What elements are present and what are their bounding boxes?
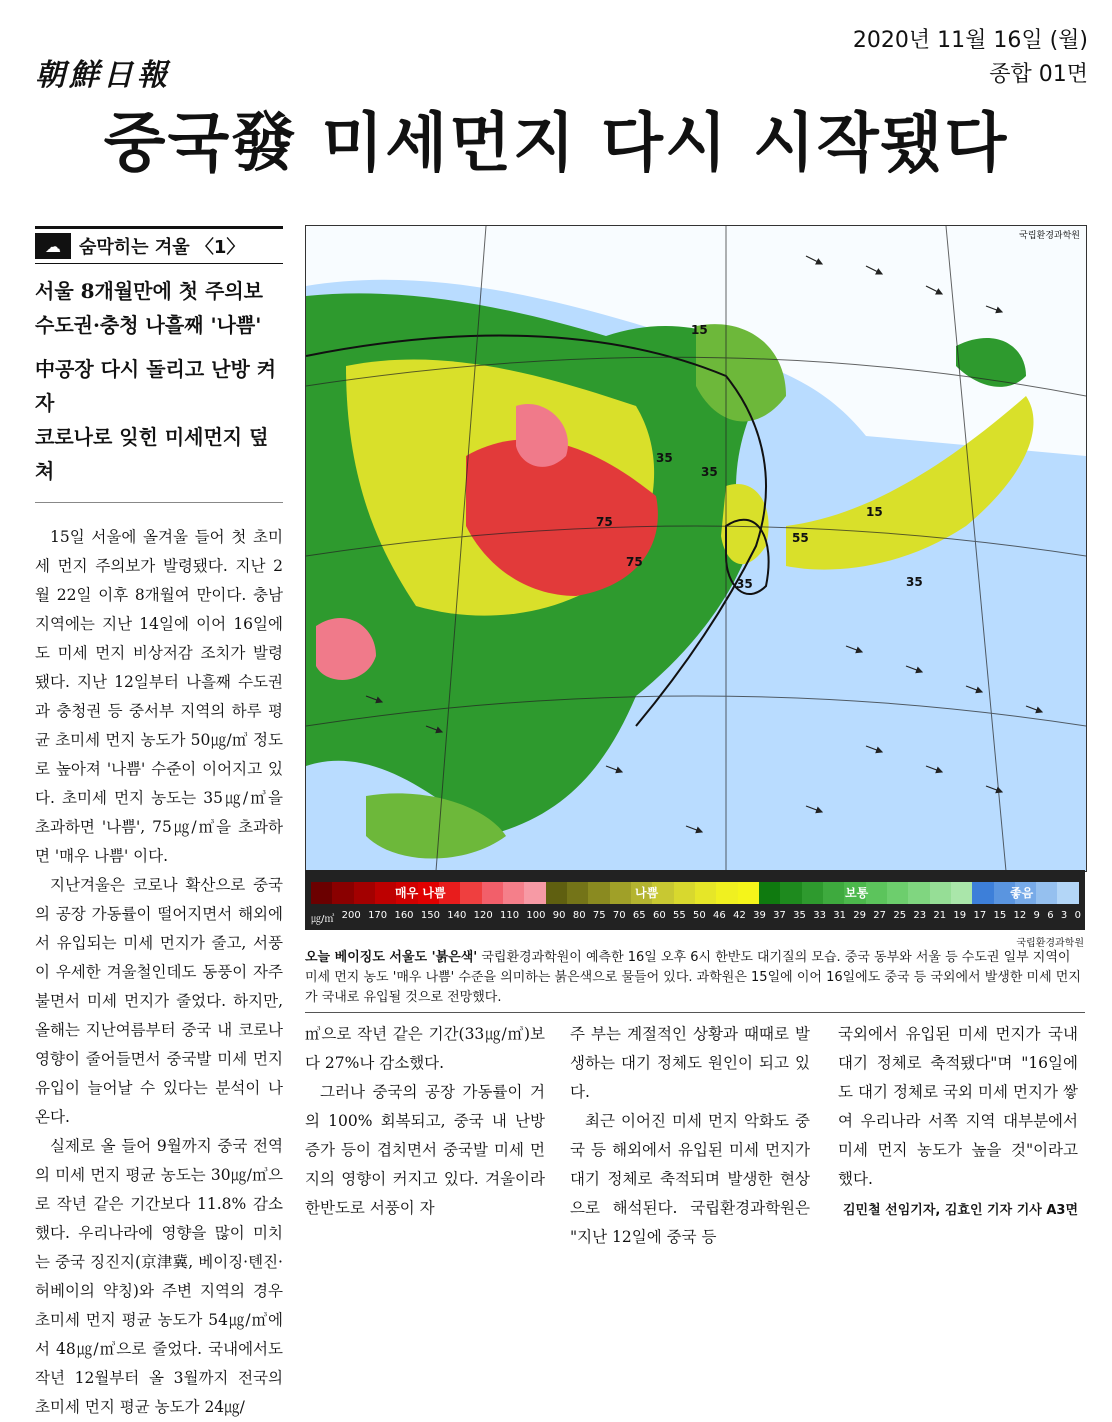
series-label: 숨막히는 겨울 〈1〉 [79,237,245,258]
legend-swatch [823,882,844,904]
legend-swatch [588,882,609,904]
series-banner [35,226,283,264]
subhead-1 [35,274,283,342]
headline: 중국發 미세먼지 다시 시작됐다 [103,107,1009,181]
legend-tick: 39 [753,910,766,921]
legend-tick: 65 [632,910,646,921]
legend-swatch [546,882,567,904]
legend-tick: 50 [693,910,706,921]
subhead-line: 中공장 다시 돌리고 난방 켜자 [35,357,277,415]
figure-caption [305,948,1085,1013]
map-graphic [306,226,1086,871]
legend-tick: 140 [447,910,467,921]
legend-tick: 3 [1060,910,1068,921]
legend-tick: 21 [933,910,947,921]
legend-swatch [375,882,396,904]
legend-swatch [503,882,524,904]
contour-label: 75 [626,555,643,569]
legend-tick: 31 [833,910,846,921]
left-column [35,226,283,1422]
legend-tick: 150 [420,910,440,921]
legend-swatch [354,882,375,904]
issue-date: 2020년 11월 16일 (월) [852,28,1088,53]
legend-tick: 120 [473,910,493,921]
paragraph: 지난겨울은 코로나 확산으로 중국의 공장 가동률이 떨어지면서 해외에서 유입되는 미세 먼지가 줄고, 서풍이 우세한 겨울철인데도 동풍이 자주 불면서 미세 먼지가 줄었다. 하지만, 올해는 지난여름부터 중국 내 코로나 영향이 줄어들면서 중국발 미세 먼지 유입이 늘어날 수 있다는 분석이 나온다. [35,876,283,1126]
legend-swatch [716,882,737,904]
legend-tick: 100 [526,910,546,921]
legend-swatch [674,882,695,904]
byline: 김민철 선임기자, 김효인 기자 기사 A3면 [842,1203,1078,1218]
legend-swatch [951,882,972,904]
paragraph: 15일 서울에 올겨울 들어 첫 초미세 먼지 주의보가 발령됐다. 지난 2월 22일 이후 8개월여 만이다. 충남 지역에는 지난 14일에 이어 16일에도 미세 먼지 비상저감 조치가 발령됐다. 지난 12일부터 나흘째 수도권과 충청권 등 중서부 지역의 하루 평균 초미세 먼지 농도가 50㎍/㎥ 정도로 높아져 '나쁨' 수준이 이어지고 있다. 초미세 먼지 농도는 35㎍/㎥을 초과하면 '나쁨', 75㎍/㎥을 초과하면 '매우 나쁨' 이다. [35,528,283,865]
legend-swatch [1057,882,1078,904]
contour-label: 15 [866,505,883,519]
legend-swatch [780,882,801,904]
legend-swatch [695,882,716,904]
paragraph: 국외에서 유입된 미세 먼지가 국내 대기 정체로 축적됐다"며 "16일에도 대기 정체로 국외 미세 먼지가 쌓여 우리나라 서쪽 지역 대부분에서 미세 먼지 농도가 높을 것"이라고 했다. [838,1025,1078,1188]
mask-icon: ☁ [35,233,71,259]
legend-good: 좋음 [1010,886,1034,900]
contour-label: 35 [656,451,673,465]
legend-swatch [738,882,759,904]
legend-tick: 35 [793,910,806,921]
legend-unit: ㎍/㎥ [311,914,335,925]
paragraph: 그러나 중국의 공장 가동률이 거의 100% 회복되고, 중국 내 난방 증가 등이 겹치면서 중국발 미세 먼지의 영향이 커지고 있다. 겨울이라 한반도로 서풍이 자 [305,1083,545,1217]
article-col-2 [570,1020,810,1252]
article-col-3 [838,1020,1078,1225]
legend-tick: 29 [853,910,866,921]
legend-tick: 37 [773,910,786,921]
legend-tick: 12 [1013,910,1027,921]
legend-tick: 42 [733,910,746,921]
caption-text: 국립환경과학원이 예측한 16일 오후 6시 한반도 대기질의 모습. 중국 동부와 서울 등 수도권 일부 지역이 미세 먼지 농도 '매우 나쁨' 수준을 의미하는 붉은색으로 물들어 있다. 과학원은 15일에 이어 16일에도 중국 등 국외에서 발생한 미세 먼지가 국내로 유입될 것으로 전망했다. [305,950,1081,1005]
legend-tick: 25 [893,910,907,921]
legend-swatch [460,882,481,904]
legend-tick: 110 [500,910,520,921]
subhead-line: 서울 8개월만에 첫 주의보 [35,279,264,303]
legend-tick: 55 [672,910,686,921]
legend-very-bad: 매우 나쁨 [395,886,446,900]
legend-swatch [482,882,503,904]
legend-swatch [930,882,951,904]
contour-label: 15 [691,323,708,337]
legend-tick: 46 [713,910,726,921]
legend-tick: 6 [1047,910,1054,921]
legend-tick: 27 [873,910,887,921]
legend-swatch [1036,882,1057,904]
contour-label: 35 [701,465,718,479]
paragraph: ㎥으로 작년 같은 기간(33㎍/㎥)보다 27%나 감소했다. [305,1025,545,1072]
legend-tick: 15 [993,910,1007,921]
article-col-1 [305,1020,545,1223]
legend-tick: 0 [1074,910,1081,921]
paragraph: 실제로 올 들어 9월까지 중국 전역의 미세 먼지 평균 농도는 30㎍/㎥으로 작년 같은 기간보다 11.8% 감소했다. 우리나라에 영향을 많이 미치는 중국 징진지(京津冀, 베이징·톈진·허베이의 약칭)와 주변 지역의 경우 초미세 먼지 평균 농도가 54㎍/㎥에서 48㎍/㎥으로 줄었다. 국내에서도 작년 12월부터 올 3월까지 전국의 초미세 먼지 평균 농도가 24㎍/ [35,1137,283,1416]
caption-title: 오늘 베이징도 서울도 '붉은색' [305,950,478,965]
legend-bad: 나쁨 [635,886,659,900]
article-body-left [35,523,283,1422]
legend-tick: 90 [552,910,566,921]
legend-tick: 23 [913,910,927,921]
paragraph: 최근 이어진 미세 먼지 악화도 중국 등 해외에서 유입된 미세 먼지가 대기 정체로 축적되며 발생한 현상으로 해석된다. 국립환경과학원은 "지난 12일에 중국 등 [570,1112,810,1246]
legend-tick: 70 [612,910,626,921]
contour-label: 75 [596,515,613,529]
legend-swatch [524,882,545,904]
legend-swatch [332,882,353,904]
legend-tick: 9 [1033,910,1040,921]
legend-swatch [567,882,588,904]
contour-label: 35 [906,575,923,589]
contour-label: 55 [792,531,809,545]
legend-swatch [908,882,929,904]
legend-swatch [311,882,332,904]
contour-label: 35 [736,577,753,591]
color-legend [305,870,1085,930]
legend-swatch [887,882,908,904]
legend-tick: 200 [341,910,361,921]
legend-tick: 170 [368,910,388,921]
legend-swatch [866,882,887,904]
subhead-line: 수도권·충청 나흘째 '나쁨' [35,313,262,337]
subhead-line: 코로나로 잊힌 미세먼지 덮쳐 [35,425,269,483]
date-block [853,24,1088,92]
subhead-2 [35,352,283,503]
legend-swatch [972,882,993,904]
legend-ticks [311,910,1081,925]
legend-tick: 33 [813,910,826,921]
legend-normal: 보통 [845,886,869,900]
air-quality-map [305,225,1087,872]
legend-tick: 75 [592,910,606,921]
legend-tick: 60 [652,910,666,921]
section-page: 종합 01면 [989,62,1088,87]
legend-swatch [802,882,823,904]
masthead: 朝鮮日報 [35,58,171,93]
map-credit: 국립환경과학원 [1019,231,1080,241]
legend-tick: 80 [572,910,586,921]
legend-tick: 160 [394,910,414,921]
legend-tick: 19 [953,910,967,921]
paragraph: 주 부는 계절적인 상황과 때때로 발생하는 대기 정체도 원인이 되고 있다. [570,1025,810,1101]
legend-swatch [759,882,780,904]
figure-credit: 국립환경과학원 [1016,938,1084,949]
legend-swatch [610,882,631,904]
legend-tick: 17 [973,910,987,921]
